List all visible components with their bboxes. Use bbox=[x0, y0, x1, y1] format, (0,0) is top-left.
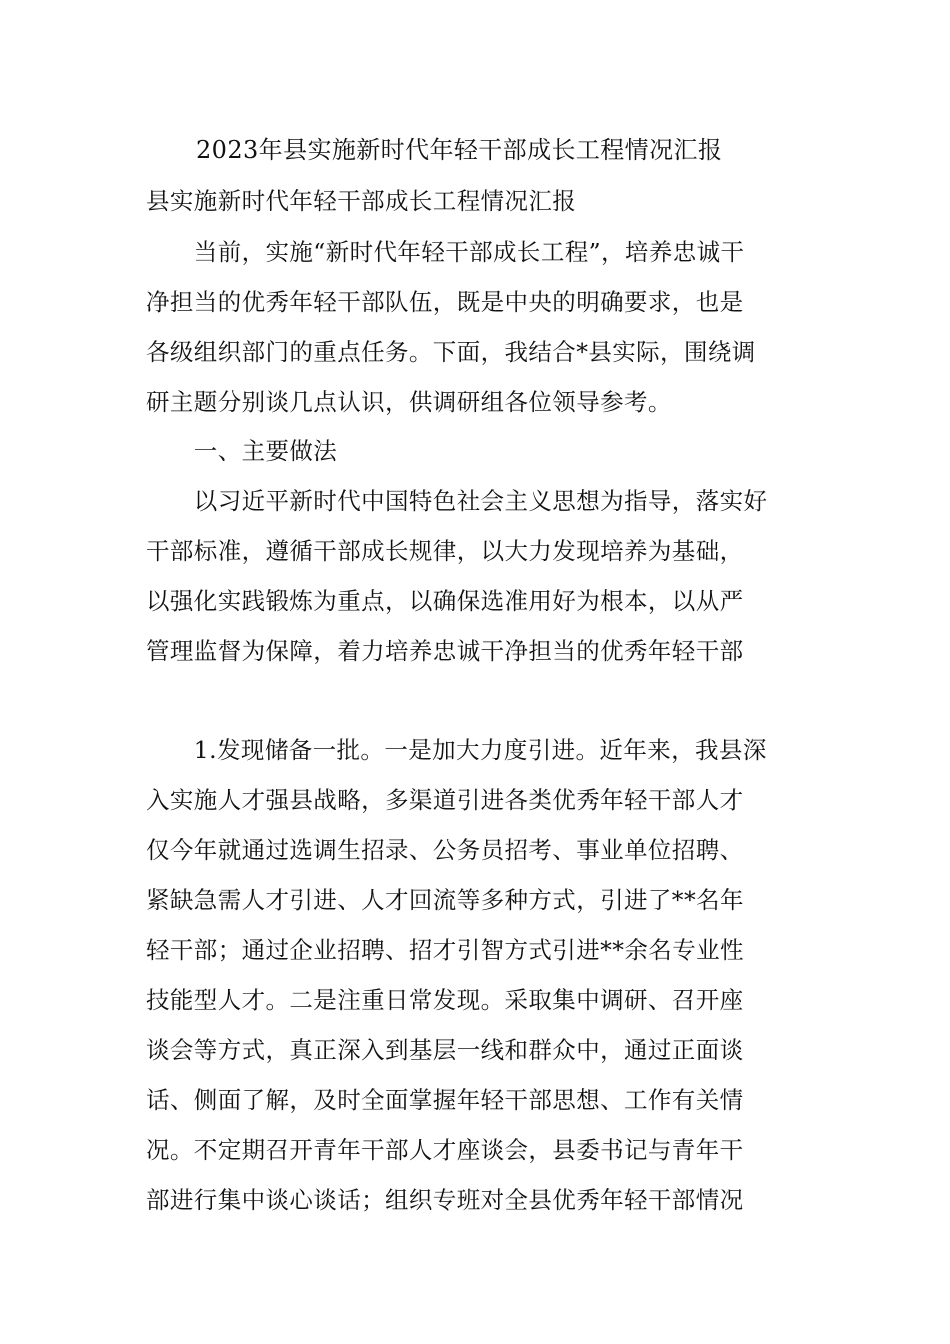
item1-line: 谈会等方式，真正深入到基层一线和群众中，通过正面谈 bbox=[146, 1036, 744, 1064]
method-line: 干部标准，遵循干部成长规律，以大力发现培养为基础， bbox=[146, 537, 744, 565]
item1-line: 紧缺急需人才引进、人才回流等多种方式，引进了**名年 bbox=[146, 886, 744, 914]
item1-line: 话、侧面了解，及时全面掌握年轻干部思想、工作有关情 bbox=[146, 1086, 744, 1114]
document-title: 2023年县实施新时代年轻干部成长工程情况汇报 bbox=[196, 136, 723, 164]
method-line: 以强化实践锻炼为重点，以确保选准用好为根本，以从严 bbox=[146, 587, 744, 615]
item1-line: 轻干部；通过企业招聘、招才引智方式引进**余名专业性 bbox=[146, 936, 744, 964]
document-subtitle: 县实施新时代年轻干部成长工程情况汇报 bbox=[146, 187, 577, 215]
section-heading: 一、主要做法 bbox=[146, 437, 338, 465]
intro-line: 净担当的优秀年轻干部队伍，既是中央的明确要求，也是 bbox=[146, 288, 744, 316]
intro-line: 研主题分别谈几点认识，供调研组各位领导参考。 bbox=[146, 388, 672, 416]
item1-line: 入实施人才强县战略，多渠道引进各类优秀年轻干部人才 bbox=[146, 786, 744, 814]
intro-line: 各级组织部门的重点任务。下面，我结合*县实际，围绕调 bbox=[146, 338, 756, 366]
item1-line: 况。不定期召开青年干部人才座谈会，县委书记与青年干 bbox=[146, 1136, 744, 1164]
intro-line: 当前，实施“新时代年轻干部成长工程”，培养忠诚干 bbox=[146, 238, 745, 266]
item1-line: 技能型人才。二是注重日常发现。采取集中调研、召开座 bbox=[146, 986, 744, 1014]
item1-line: 1.发现储备一批。一是加大力度引进。近年来，我县深 bbox=[146, 736, 767, 764]
method-line: 管理监督为保障，着力培养忠诚干净担当的优秀年轻干部 bbox=[146, 637, 744, 665]
item1-line: 部进行集中谈心谈话；组织专班对全县优秀年轻干部情况 bbox=[146, 1186, 744, 1214]
method-line: 以习近平新时代中国特色社会主义思想为指导，落实好 bbox=[146, 487, 768, 515]
item1-line: 仅今年就通过选调生招录、公务员招考、事业单位招聘、 bbox=[146, 836, 744, 864]
